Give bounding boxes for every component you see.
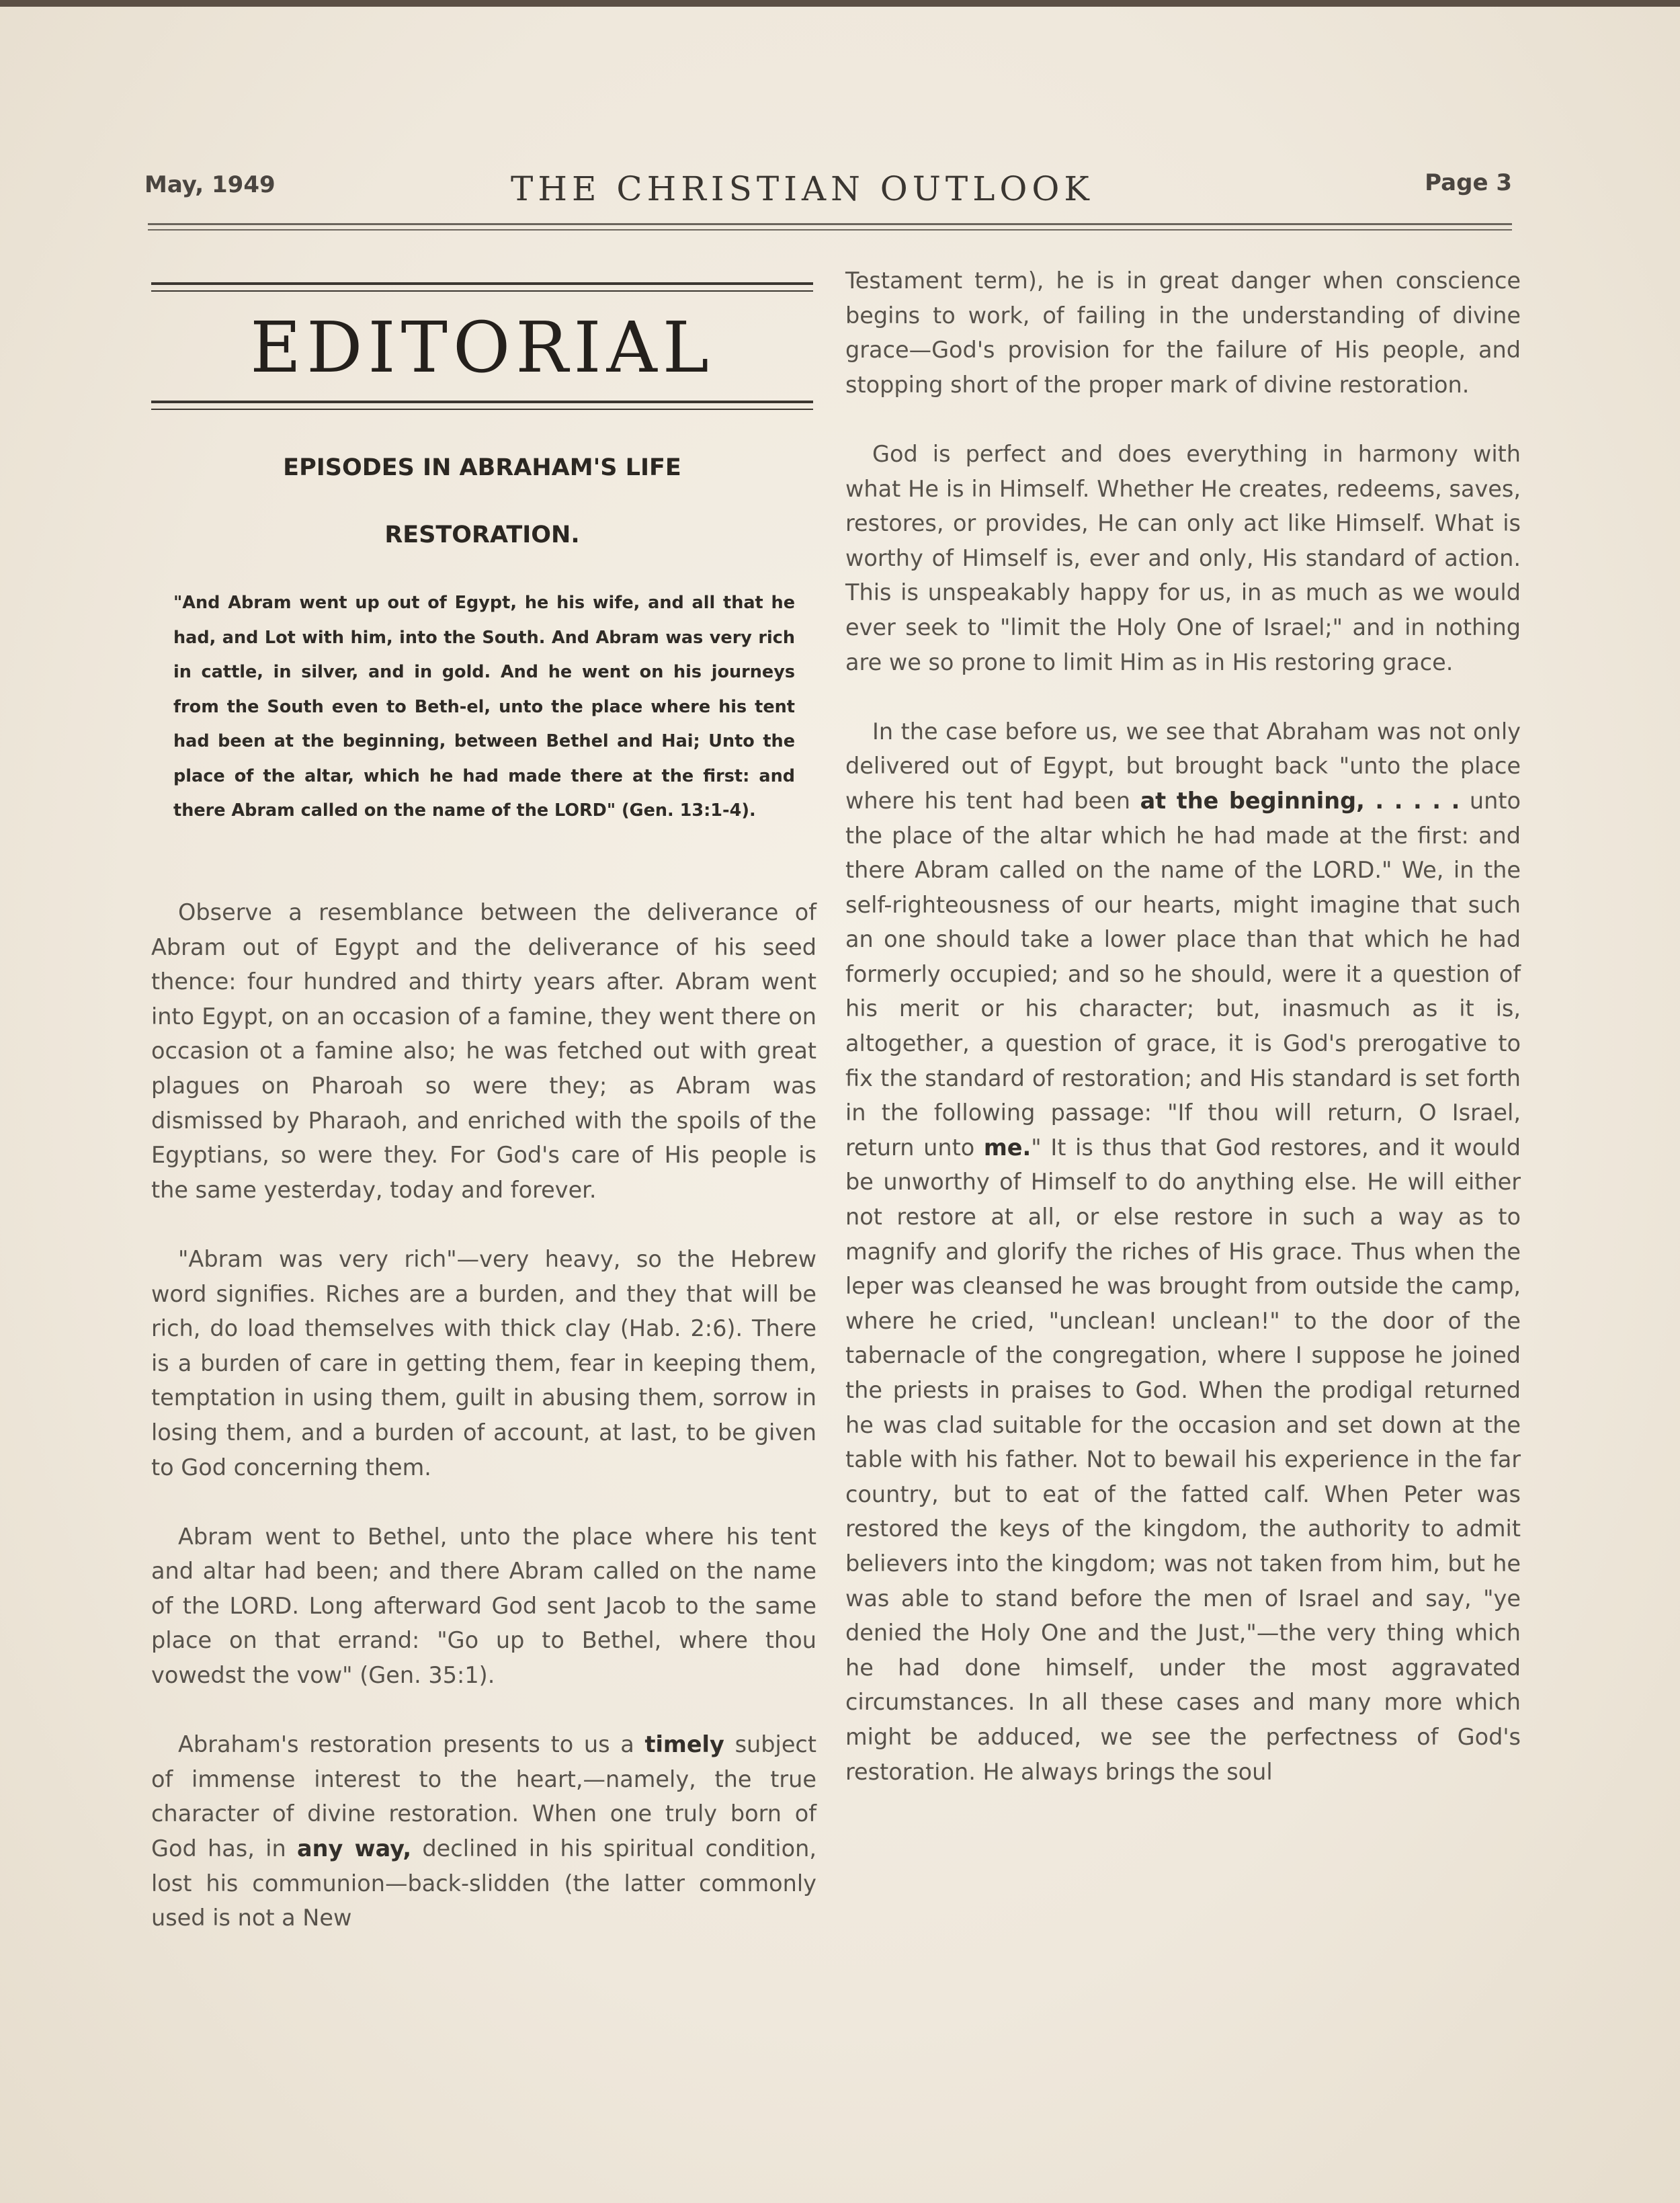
banner-rule-top-thin (151, 290, 813, 292)
editorial-banner: EDITORIAL (250, 306, 714, 388)
right-column (845, 263, 1521, 1789)
right-paragraph-3 (845, 714, 1521, 1789)
banner-rule-top-thick (151, 282, 813, 285)
article-subheading: RESTORATION. (384, 522, 580, 548)
bold-run: me. (983, 1134, 1032, 1161)
text-run: unto the place of the altar which he had made at the first: and there Abram called on the name of the LORD." We, in the self-righteousness of our hearts, might imagine that such an one should take a lower place than that which he had formerly occupied; and so he should, were it a question of his merit or his character; but, inasmuch as it is, altogether, a question of grace, it is God's prerogative to fix the standard of restoration; and His standard is set forth in the following passage: "If thou will return, O Israel, return unto (845, 787, 1521, 1161)
banner-rule-bottom-thick (151, 401, 813, 403)
right-paragraph-1: Testament term), he is in great danger when conscience begins to work, of failing in the understanding of divine grace—God's provision for the failure of His people, and stopping short of the proper mark of divine restoration. (845, 267, 1521, 398)
scripture-quote: "And Abram went up out of Egypt, he his wife, and all that he had, and Lot with him, into the South. And Abram was very rich in cattle, in silver, and in gold. And he went on his journeys from the South even to Beth-el, unto the place where his tent had been at the beginning, between Bethel and Hai; Unto the place of the altar, which he had made there at the first: and there Abram called on the name of the LORD" (Gen. 13:1-4). (173, 593, 795, 821)
banner-rule-bottom-thin (151, 409, 813, 410)
article-heading: EPISODES IN ABRAHAM'S LIFE (283, 454, 681, 481)
left-paragraph-1: Observe a resemblance between the deliverance of Abram out of Egypt and the deliverance of his seed thence: four hundred and thirty years after. Abram went into Egypt, on an occasion of a famine, they went there on occasion ot a famine also; he was fetched out with great plagues on Pharoah so were they; as Abram was dismissed by Pharaoh, and enriched with the spoils of the Egyptians, so were they. For God's care of His people is the same yesterday, today and forever. (151, 899, 816, 1203)
left-paragraph-4 (151, 1727, 816, 1936)
bold-run: any way, (297, 1835, 412, 1862)
left-paragraph-3: Abram went to Bethel, unto the place where his tent and altar had been; and there Abram called on the name of the LORD. Long afterward God sent Jacob to the same place on that errand: "Go up to Bethel, where thou vowedst the vow" (Gen. 35:1). (151, 1523, 816, 1689)
issue-date: May, 1949 (144, 171, 276, 198)
page-number: Page 3 (1425, 169, 1512, 196)
bold-run: at the beginning, . . . . . (1140, 787, 1460, 814)
masthead-rule-bottom (148, 229, 1512, 231)
right-paragraph-2: God is perfect and does everything in harmony with what He is in Himself. Whether He creates, redeems, saves, restores, or provides, He can only act like Himself. What is worthy of Himself is, ever and only, His standard of action. This is unspeakably happy for us, in as much as we would ever seek to "limit the Holy One of Israel;" and in nothing are we so prone to limit Him as in His restoring grace. (845, 440, 1521, 675)
bold-run: timely (644, 1731, 724, 1758)
publication-title: THE CHRISTIAN OUTLOOK (511, 169, 1094, 208)
text-run: In the case before us, we see that Abraham was not only delivered out of Egypt, but brought back "unto the place where his tent had been (845, 718, 1521, 814)
text-run: subject of immense interest to the heart,—namely, the true character of divine restoration. When one truly born of God has, in (151, 1731, 816, 1862)
left-paragraph-2: "Abram was very rich"—very heavy, so the Hebrew word signifies. Riches are a burden, and they that will be rich, do load themselves with thick clay (Hab. 2:6). There is a burden of care in getting them, fear in keeping them, temptation in using them, guilt in abusing them, sorrow in losing them, and a burden of account, at last, to be given to God concerning them. (151, 1245, 816, 1481)
text-run: " It is thus that God restores, and it would be unworthy of Himself to do anything else. He will either not restore at all, or else restore in such a way as to magnify and glorify the riches of His grace. Thus when the leper was cleansed he was brought from outside the camp, where he cried, "unclean! unclean!" to the door of the tabernacle of the congregation, where I suppose he joined the priests in praises to God. When the prodigal returned he was clad suitable for the occasion and set down at the table with his father. Not to bewail his experience in the far country, but to eat of the fatted calf. When Peter was restored the keys of the kingdom, the authority to admit believers into the kingdom; was not taken from him, but he was able to stand before the men of Israel and say, "ye denied the Holy One and the Just,"—the very thing which he had done himself, under the most aggravated circumstances. In all these cases and many more which might be adduced, we see the perfectness of God's restoration. He always brings the soul (845, 1134, 1521, 1785)
text-run: declined in his spiritual condition, lost his communion—back-slidden (the latter commonly used is not a New (151, 1835, 816, 1931)
text-run: Abraham's restoration presents to us a (178, 1731, 645, 1758)
left-column (151, 895, 816, 1936)
masthead-rule-top (148, 223, 1512, 225)
